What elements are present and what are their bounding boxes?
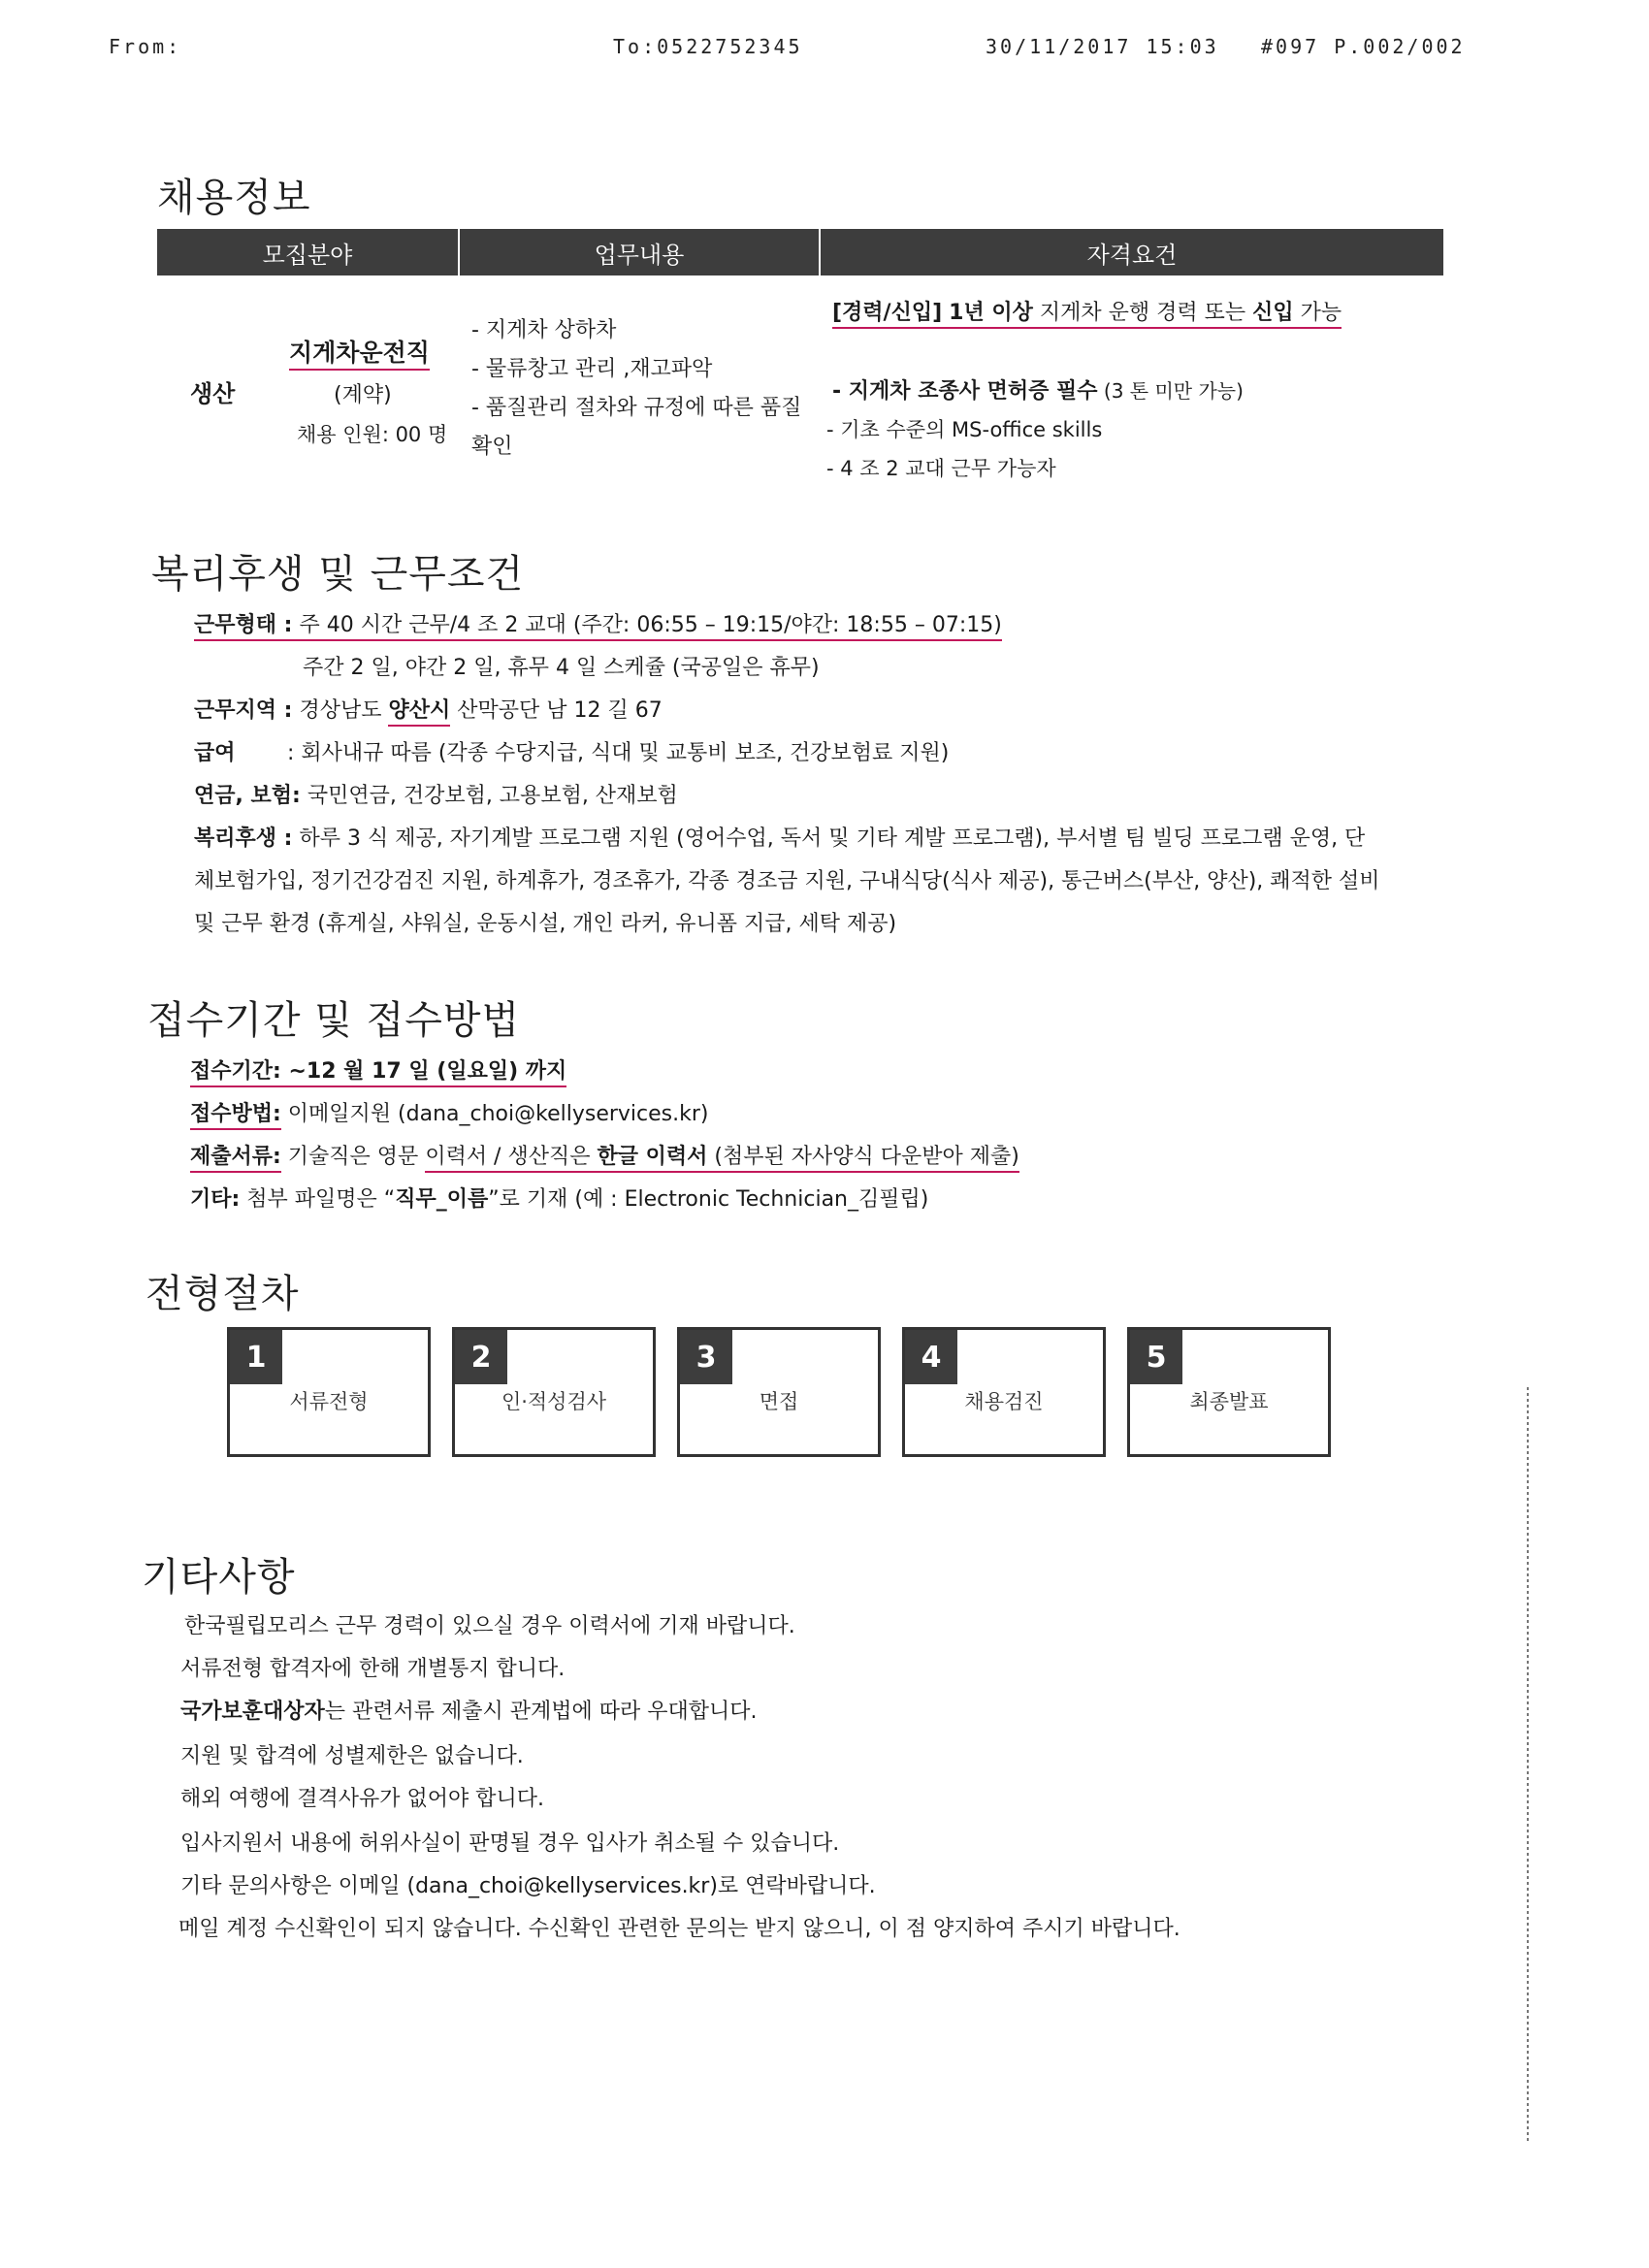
apply-method-label: 접수방법: [190,1102,281,1130]
salary-value: : 회사내규 따름 (각종 수당지급, 식대 및 교통비 보조, 건강보험료 지원) [287,741,950,765]
apply-method-value: 이메일지원 (dana_choi@kellyservices.kr) [280,1102,709,1126]
benefits-row [194,825,1365,854]
requirement-main [832,299,1342,328]
etc-line: 기타 문의사항은 이메일 (dana_choi@kellyservices.kr)로 연락바랍니다. [180,1874,876,1898]
salary-row [194,739,949,768]
apply-etc-row [190,1185,928,1215]
fax-page: #097 P.002/002 [1261,35,1466,58]
process-step [1127,1327,1331,1457]
step-label: 서류전형 [289,1390,369,1413]
col-header-requirements: 자격요건 [1086,241,1178,269]
fax-datetime: 30/11/2017 15:03 [986,35,1219,58]
location-city: 양산시 [388,698,450,727]
process-step [227,1327,431,1457]
col-header-duties: 업무내용 [460,229,821,275]
apply-docs-a: 기술직은 영문 [280,1145,426,1169]
duty-line: - 지게차 상하차 [471,318,617,342]
step-number: 4 [905,1330,957,1384]
insurance-label: 연금, 보험: [194,784,301,808]
apply-docs-c: 한글 이력서 [597,1145,707,1173]
req-newbie: 신입 [1252,301,1294,325]
requirement-line: - 4 조 2 교대 근무 가능자 [826,457,1056,480]
req-end: 가능 [1293,301,1342,325]
etc-line: 지원 및 합격에 성별제한은 없습니다. [180,1744,524,1768]
apply-docs-b: 이력서 / 생산직은 [425,1145,597,1173]
recruit-table-header [157,229,1443,275]
process-step [902,1327,1106,1457]
apply-method-row [190,1100,709,1129]
step-number: 5 [1130,1330,1182,1384]
etc-line: 메일 계정 수신확인이 되지 않습니다. 수신확인 관련한 문의는 받지 않으니, 이 점 양지하여 주시기 바랍니다. [178,1917,1180,1941]
process-step [452,1327,656,1457]
apply-etc-b: 직무_이름 [395,1187,489,1212]
step-label: 인·적성검사 [501,1390,607,1413]
step-label: 최종발표 [1189,1390,1269,1413]
duty-line: 확인 [471,435,513,459]
duty-line: - 품질관리 절차와 규정에 따른 품질 [471,396,802,420]
work-type-row [194,611,1002,640]
duty-line: - 물류창고 관리 ,재고파악 [471,357,713,381]
location-row [194,697,663,726]
step-number: 2 [455,1330,507,1384]
etc-veteran-line [180,1698,758,1727]
req-years: 1년 이상 [949,301,1033,325]
benefits-line1: 하루 3 식 제공, 자기계발 프로그램 지원 (영어수업, 독서 및 기타 계발 프로그램), 부서별 팀 빌딩 프로그램 운영, 단 [292,826,1366,851]
etc-title: 기타사항 [142,1555,296,1600]
location-post: 산막공단 남 12 길 67 [450,698,663,723]
apply-docs-d: (첨부된 자사양식 다운받아 제출) [707,1145,1018,1173]
fax-from: From: [109,35,182,58]
requirement-line: - 기초 수준의 MS-office skills [826,418,1103,441]
location-pre: 경상남도 [292,698,389,723]
etc-line: 한국필립모리스 근무 경력이 있으실 경우 이력서에 기재 바랍니다. [184,1614,795,1638]
apply-period: 접수기간: ~12 월 17 일 (일요일) 까지 [190,1059,566,1087]
step-number: 3 [680,1330,732,1384]
apply-etc-c: ”로 기재 (예 : Electronic Technician_김필립) [488,1187,929,1212]
req-mid: 지게차 운행 경력 또는 [1032,301,1253,325]
step-label: 면접 [759,1390,799,1413]
work-type-value: 주 40 시간 근무/4 조 2 교대 (주간: 06:55 – 19:15/야간: 18:55 – 07:15) [292,613,1002,637]
benefits-label: 복리후생 : [194,826,293,851]
apply-etc-label: 기타: [190,1187,241,1212]
etc-veteran-rest: 는 관련서류 제출시 관계법에 따라 우대합니다. [324,1700,758,1724]
step-label: 채용검진 [964,1390,1044,1413]
etc-line: 서류전형 합격자에 한해 개별통지 합니다. [180,1657,566,1681]
benefits-line3: 및 근무 환경 (휴게실, 샤워실, 운동시설, 개인 라커, 유니폼 지급, 세탁 제공) [194,912,897,936]
apply-etc-a: 첨부 파일명은 “ [240,1187,396,1212]
field-name: 생산 [190,380,236,407]
req-license-rest: (3 톤 미만 가능) [1097,379,1244,403]
etc-veteran-bold: 국가보훈대상자 [180,1700,325,1724]
apply-docs-row [190,1143,1019,1172]
benefits-line2: 체보험가입, 정기건강검진 지원, 하계휴가, 경조휴가, 각종 경조금 지원, 구내식당(식사 제공), 통근버스(부산, 양산), 쾌적한 설비 [194,869,1380,893]
step-number: 1 [230,1330,282,1384]
recruit-title: 채용정보 [157,176,311,220]
welfare-title: 복리후생 및 근무조건 [151,552,525,597]
fax-to: To:0522752345 [613,35,803,58]
contract-type: (계약) [334,383,392,407]
position-name: 지게차운전직 [289,339,430,371]
location-label: 근무지역 : [194,698,293,723]
work-type-line2: 주간 2 일, 야간 2 일, 휴무 4 일 스케쥴 (국공일은 휴무) [303,656,820,680]
req-bracket: [경력/신입] [832,301,943,325]
work-type-label: 근무형태 : [194,613,293,637]
col-header-field: 모집분야 [157,229,460,275]
insurance-row [194,782,678,811]
scan-edge-artifact [1527,1387,1529,2144]
requirement-license [832,376,1244,406]
process-step [677,1327,881,1457]
headcount: 채용 인원: 00 명 [297,423,448,446]
etc-line: 입사지원서 내용에 허위사실이 판명될 경우 입사가 취소될 수 있습니다. [180,1831,840,1856]
insurance-value: 국민연금, 건강보험, 고용보험, 산재보험 [300,784,678,808]
apply-title: 접수기간 및 접수방법 [147,998,521,1043]
req-license-bold: - 지게차 조종사 면허증 필수 [832,379,1098,404]
apply-docs-label: 제출서류: [190,1145,281,1173]
process-title: 전형절차 [146,1272,300,1316]
salary-label: 급여 [194,741,236,765]
etc-line: 해외 여행에 결격사유가 없어야 합니다. [180,1787,544,1811]
